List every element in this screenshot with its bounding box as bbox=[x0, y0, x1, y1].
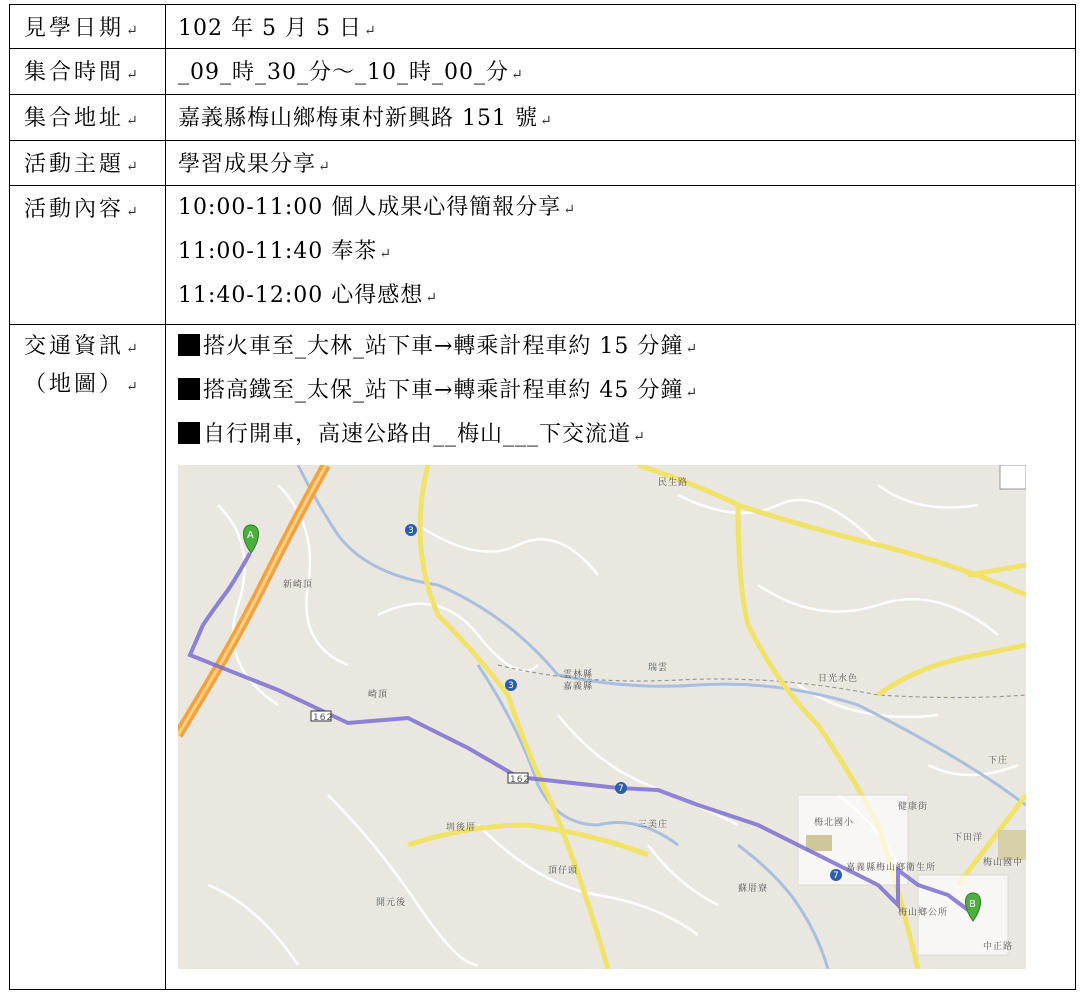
svg-text:瑞雲: 瑞雲 bbox=[648, 663, 669, 673]
bullet-square-icon bbox=[178, 378, 200, 400]
svg-text:3: 3 bbox=[508, 681, 515, 691]
date-label: 見學日期 ↵ bbox=[10, 5, 166, 49]
bullet-square-icon bbox=[178, 422, 200, 444]
svg-text:7: 7 bbox=[618, 784, 625, 794]
svg-text:3: 3 bbox=[408, 526, 415, 536]
svg-text:7: 7 bbox=[833, 871, 840, 881]
svg-text:開元後: 開元後 bbox=[376, 898, 407, 908]
topic-value: 學習成果分享 ↵ bbox=[166, 141, 1076, 186]
info-table bbox=[9, 4, 1076, 990]
transport-item: 搭火車至_大林_站下車→轉乘計程車約 15 分鐘 ↵ bbox=[178, 331, 1075, 375]
svg-text:崎頂: 崎頂 bbox=[368, 690, 389, 700]
svg-text:下庄: 下庄 bbox=[988, 756, 1009, 766]
svg-text:下田洋: 下田洋 bbox=[953, 833, 984, 843]
content-item: 10:00-11:00 個人成果心得簡報分享 ↵ bbox=[178, 195, 575, 220]
svg-text:梅山鄉公所: 梅山鄉公所 bbox=[898, 908, 949, 918]
time-label: 集合時間 ↵ bbox=[10, 49, 166, 95]
svg-text:嘉義縣梅山鄉衛生所: 嘉義縣梅山鄉衛生所 bbox=[846, 863, 937, 873]
content-value bbox=[166, 186, 1076, 325]
svg-text:162: 162 bbox=[510, 775, 531, 785]
svg-text:中正路: 中正路 bbox=[983, 942, 1014, 952]
row-address bbox=[10, 95, 1076, 141]
svg-text:蘇厝寮: 蘇厝寮 bbox=[738, 884, 769, 894]
transport-item: 自行開車，高速公路由__梅山___下交流道 ↵ bbox=[178, 419, 1075, 463]
bullet-square-icon bbox=[178, 334, 200, 356]
route-map bbox=[178, 465, 1026, 969]
svg-text:日光水色: 日光水色 bbox=[818, 674, 859, 684]
content-label: 活動內容 ↵ bbox=[10, 186, 166, 325]
svg-text:B: B bbox=[969, 899, 977, 910]
time-value: _09_時_30_分～_10_時_00_分 ↵ bbox=[166, 49, 1076, 95]
svg-text:嘉義縣: 嘉義縣 bbox=[563, 682, 594, 692]
svg-text:民生路: 民生路 bbox=[658, 478, 689, 488]
row-date bbox=[10, 5, 1076, 49]
row-transport bbox=[10, 325, 1076, 990]
address-label: 集合地址 ↵ bbox=[10, 95, 166, 141]
row-topic bbox=[10, 141, 1076, 186]
row-time bbox=[10, 49, 1076, 95]
svg-text:雲林縣: 雲林縣 bbox=[563, 670, 594, 680]
transport-item: 搭高鐵至_太保_站下車→轉乘計程車約 45 分鐘 ↵ bbox=[178, 375, 1075, 419]
svg-text:圳後厝: 圳後厝 bbox=[446, 823, 477, 833]
map-svg bbox=[178, 465, 1026, 969]
date-value: 102 年 5 月 5 日 ↵ bbox=[166, 5, 1076, 49]
svg-text:162: 162 bbox=[313, 713, 334, 723]
address-value: 嘉義縣梅山鄉梅東村新興路 151 號 ↵ bbox=[166, 95, 1076, 141]
svg-text:新崎頂: 新崎頂 bbox=[283, 580, 314, 590]
svg-text:梅山國中: 梅山國中 bbox=[983, 858, 1024, 868]
svg-text:梅北國小: 梅北國小 bbox=[814, 818, 855, 828]
row-content bbox=[10, 186, 1076, 325]
svg-text:A: A bbox=[247, 530, 255, 541]
topic-label: 活動主題 ↵ bbox=[10, 141, 166, 186]
map-control[interactable] bbox=[1000, 465, 1026, 489]
svg-text:頂仔頭: 頂仔頭 bbox=[548, 866, 579, 876]
svg-text:三美庄: 三美庄 bbox=[638, 820, 669, 830]
transport-value bbox=[166, 325, 1076, 990]
content-item: 11:40-12:00 心得感想 ↵ bbox=[178, 283, 437, 308]
content-item: 11:00-11:40 奉茶 ↵ bbox=[178, 239, 391, 264]
svg-text:健康街: 健康街 bbox=[898, 802, 929, 812]
transport-label: 交通資訊 ↵ （地圖） ↵ bbox=[10, 325, 166, 990]
